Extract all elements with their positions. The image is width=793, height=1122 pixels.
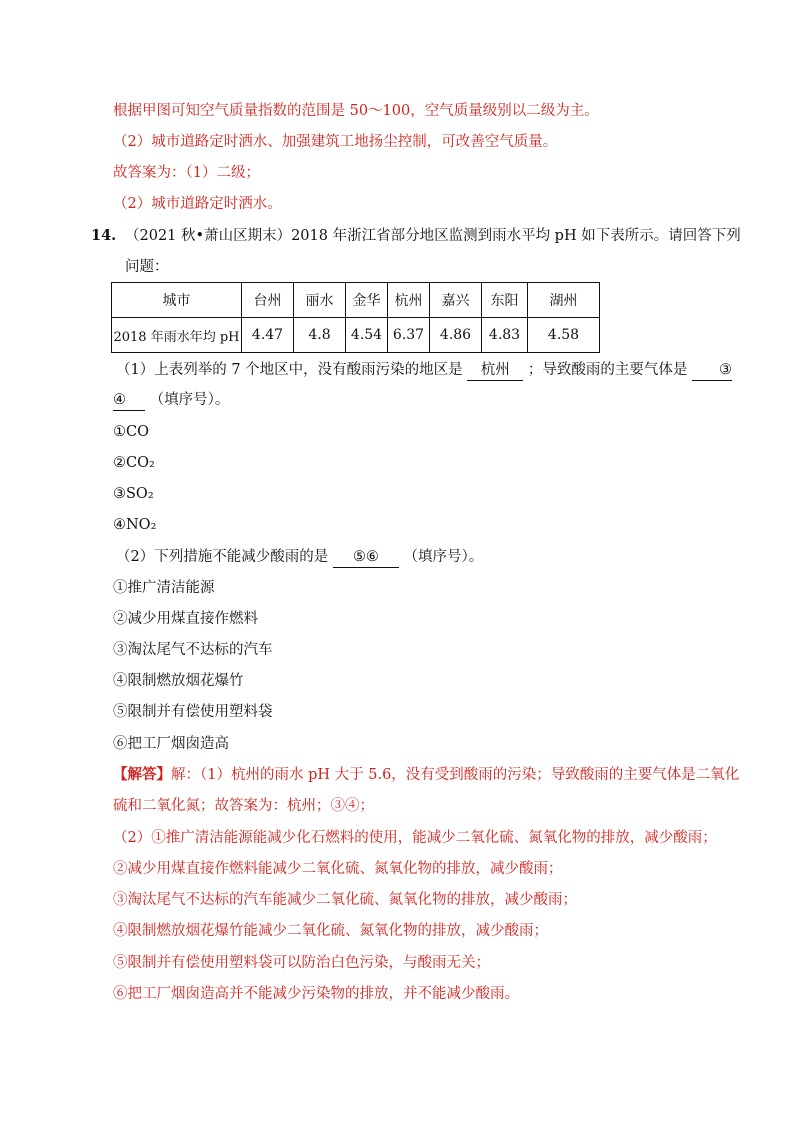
option4-no2: ④NO₂ [113, 517, 157, 533]
table-header-cell: 嘉兴 [430, 283, 482, 318]
ph-table-header-row [112, 283, 600, 318]
solution-line-3: （2）①推广清洁能源能减少化石燃料的使用，能减少二氧化硫、氮氧化物的排放，减少酸雨； [113, 830, 717, 846]
prev-answer-line-1: 根据甲图可知空气质量指数的范围是 50～100，空气质量级别以二级为主。 [113, 103, 599, 119]
part1-prefix: （1）上表列举的 7 个地区中，没有酸雨污染的地区是 [116, 362, 463, 378]
table-cell: 6.37 [388, 318, 430, 353]
prev-answer-line-2: （2）城市道路定时洒水、加强建筑工地扬尘控制，可改善空气质量。 [113, 134, 558, 150]
table-header-cell: 东阳 [482, 283, 528, 318]
table-header-cell: 城市 [112, 283, 242, 318]
solution-line-1 [113, 765, 739, 785]
part1-suffix: （填序号）。 [149, 392, 230, 408]
part2-prefix: （2）下列措施不能减少酸雨的是 [116, 549, 329, 565]
measure-option-6: ⑥把工厂烟囱造高 [113, 736, 229, 752]
table-cell: 4.86 [430, 318, 482, 353]
measure-option-3: ③淘汰尾气不达标的汽车 [113, 642, 273, 658]
measure-option-1: ①推广清洁能源 [113, 580, 215, 596]
table-cell: 4.8 [294, 318, 346, 353]
measure-option-4: ④限制燃放烟花爆竹 [113, 673, 244, 689]
solution-line-6: ④限制燃放烟花爆竹能减少二氧化硫、氮氧化物的排放，减少酸雨； [113, 923, 548, 939]
part1-answer-a: 杭州 [467, 360, 523, 381]
question-number: 14. [91, 227, 117, 244]
measure-option-5: ⑤限制并有偿使用塑料袋 [113, 704, 273, 720]
part2-answer: ⑤⑥ [333, 547, 399, 568]
solution-line-8: ⑥把工厂烟囱造高并不能减少污染物的排放，并不能减少酸雨。 [113, 986, 519, 1002]
table-header-cell: 金华 [346, 283, 388, 318]
part1-answer-b-2: ④ [113, 390, 145, 411]
part1-answer-b-1: ③ [692, 360, 732, 381]
part2-line [116, 547, 483, 568]
table-header-cell: 湖州 [528, 283, 600, 318]
ph-table-value-row [112, 318, 600, 353]
measure-option-2: ②减少用煤直接作燃料 [113, 611, 258, 627]
question-stem-line-1: （2021 秋•萧山区期末）2018 年浙江省部分地区监测到雨水平均 pH 如下表所示。请回答下列 [125, 228, 741, 244]
solution-line-7: ⑤限制并有偿使用塑料袋可以防治白色污染，与酸雨无关； [113, 955, 490, 971]
table-header-cell: 杭州 [388, 283, 430, 318]
solution-tag: 【解答】 [113, 766, 171, 783]
solution-line-4: ②减少用煤直接作燃料能减少二氧化硫、氮氧化物的排放，减少酸雨； [113, 861, 563, 877]
part1-line-1 [116, 360, 732, 381]
solution-line-5: ③淘汰尾气不达标的汽车能减少二氧化硫、氮氧化物的排放，减少酸雨； [113, 892, 577, 908]
table-cell: 2018 年雨水年均 pH [112, 318, 242, 353]
question-stem-line-2: 问题： [125, 259, 169, 275]
part1-mid: ；导致酸雨的主要气体是 [527, 362, 688, 378]
prev-answer-line-4: （2）城市道路定时洒水。 [113, 196, 282, 212]
part1-line-2 [113, 390, 229, 411]
solution-line-1-text: 解：（1）杭州的雨水 pH 大于 5.6，没有受到酸雨的污染；导致酸雨的主要气体是二氧化 [171, 767, 740, 783]
ph-table [111, 282, 600, 353]
part2-suffix: （填序号）。 [403, 549, 484, 565]
table-cell: 4.58 [528, 318, 600, 353]
table-header-cell: 丽水 [294, 283, 346, 318]
table-header-cell: 台州 [242, 283, 294, 318]
option3-so2: ③SO₂ [113, 486, 154, 502]
table-cell: 4.47 [242, 318, 294, 353]
table-cell: 4.83 [482, 318, 528, 353]
table-cell: 4.54 [346, 318, 388, 353]
option2-co2: ②CO₂ [113, 455, 155, 471]
prev-answer-line-3: 故答案为：（1）二级； [113, 165, 260, 181]
solution-line-2: 硫和二氧化氮；故答案为：杭州；③④； [113, 798, 374, 814]
option1-co: ①CO [113, 424, 149, 440]
